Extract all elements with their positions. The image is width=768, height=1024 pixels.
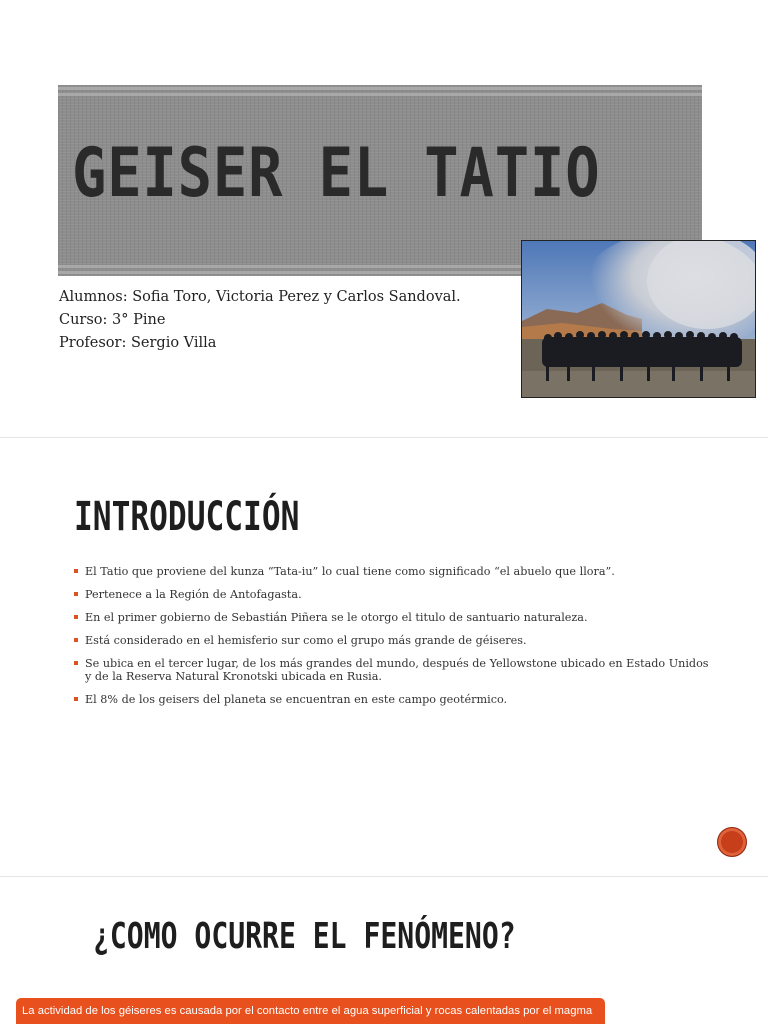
- bullet-item: [74, 693, 714, 706]
- phenomenon-heading: ¿COMO OCURRE EL FENÓMENO?: [93, 916, 516, 957]
- bullet-text: Está considerado en el hemisferio sur como el grupo más grande de géiseres.: [85, 634, 527, 647]
- bullet-item: [74, 611, 714, 624]
- circle-button[interactable]: [717, 827, 747, 857]
- phenomenon-slide: [0, 877, 768, 1024]
- bullet-text: El Tatio que proviene del kunza “Tata-iu” lo cual tiene como significado “el abuelo que llora”.: [85, 565, 615, 578]
- course-line: Curso: 3° Pine: [59, 312, 166, 328]
- intro-bullet-list: [74, 565, 714, 716]
- bullet-item: [74, 657, 714, 683]
- bullet-text: El 8% de los geisers del planeta se encuentran en este campo geotérmico.: [85, 693, 508, 706]
- banner-top-line: [58, 87, 702, 90]
- bullet-text: Se ubica en el tercer lugar, de los más grandes del mundo, después de Yellowstone ubicado en Estado Unidos y de la Reserva Natural Kronotski ubicada en Rusia.: [85, 657, 709, 683]
- explanation-box: La actividad de los géiseres es causada por el contacto entre el agua superficial y rocas calentadas por el magma: [16, 998, 605, 1024]
- bullet-item: [74, 588, 714, 601]
- bullet-marker-icon: [74, 697, 78, 701]
- title-slide: [0, 0, 768, 437]
- group-photo: [521, 240, 756, 398]
- slide-title: GEISER EL TATIO: [72, 134, 601, 213]
- intro-heading: INTRODUCCIÓN: [74, 494, 300, 540]
- bullet-marker-icon: [74, 592, 78, 596]
- bullet-text: Pertenece a la Región de Antofagasta.: [85, 588, 302, 601]
- author-info: [59, 286, 461, 355]
- students-line: Alumnos: Sofia Toro, Victoria Perez y Carlos Sandoval.: [59, 289, 461, 305]
- bullet-marker-icon: [74, 638, 78, 642]
- bullet-text: En el primer gobierno de Sebastián Piñera se le otorgo el titulo de santuario naturaleza.: [85, 611, 588, 624]
- teacher-line: Profesor: Sergio Villa: [59, 335, 217, 351]
- bullet-item: [74, 634, 714, 647]
- bullet-marker-icon: [74, 661, 78, 665]
- bullet-marker-icon: [74, 569, 78, 573]
- bullet-marker-icon: [74, 615, 78, 619]
- intro-slide: [0, 438, 768, 876]
- banner-top-line-inner: [58, 93, 702, 96]
- bullet-item: [74, 565, 714, 578]
